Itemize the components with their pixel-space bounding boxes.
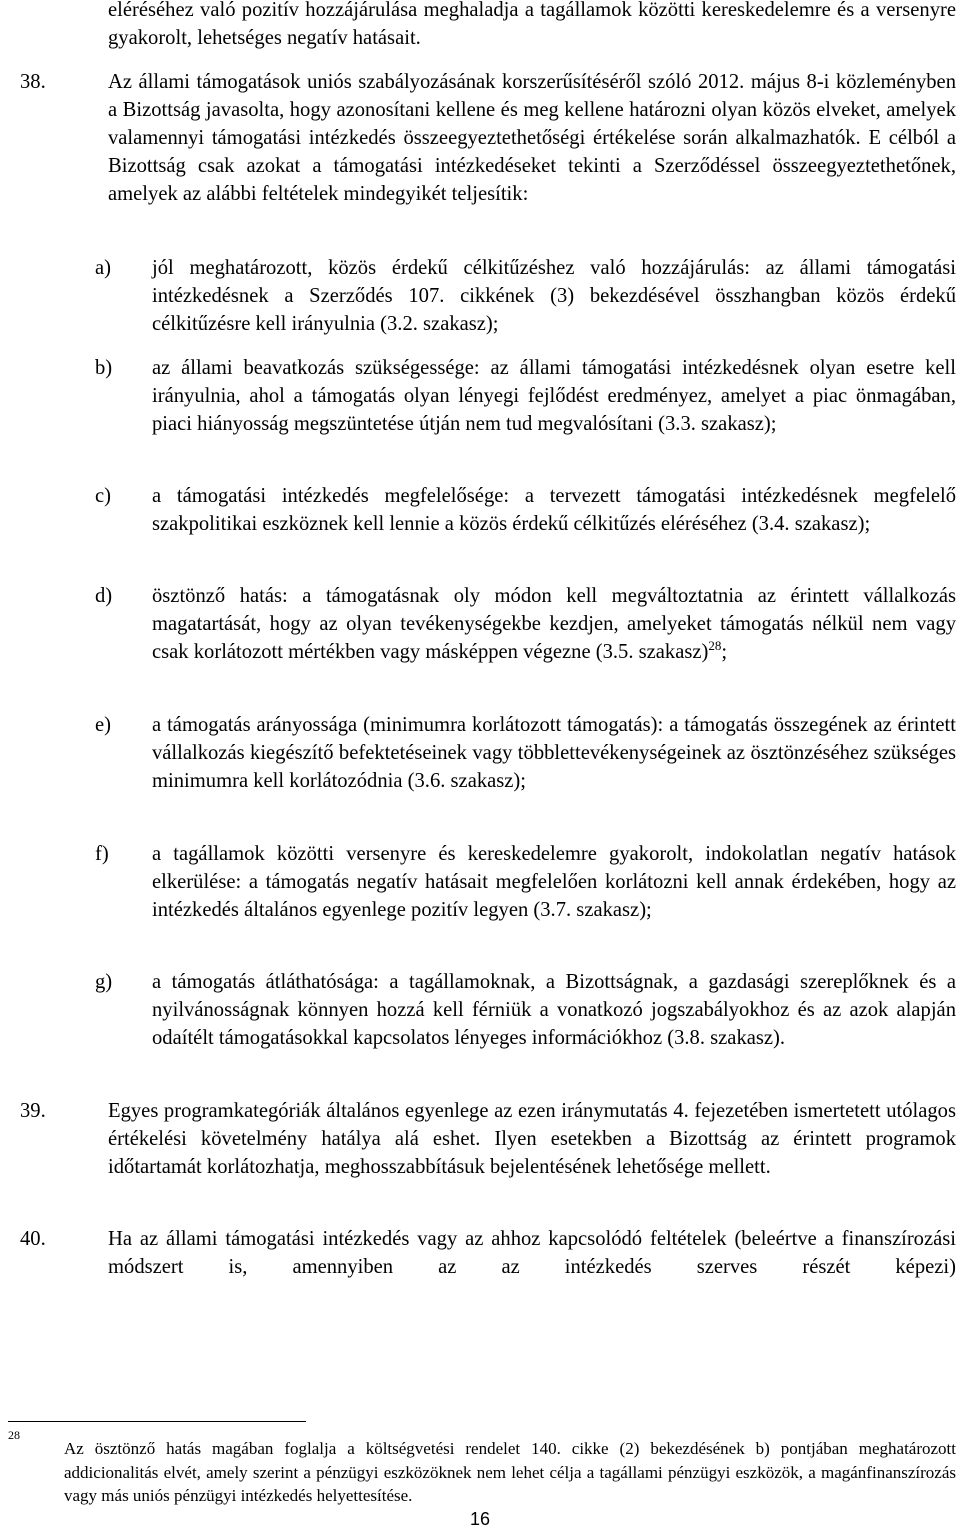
item-g-text: a támogatás átláthatósága: a tagállamoknak, a Bizottságnak, a gazdasági szereplőknek és a nyilvánosságnak könnyen hozzá kell férniük a vonatkozó jogszabályokhoz és az azok alapján odaítélt támogatásokkal kapcsolatos lényeges információkhoz (3.8. szakasz). [152,971,956,1049]
item-d-text [152,582,956,666]
item-d-text-tail: ; [721,641,728,663]
section-number-38: 38. [20,71,46,93]
item-e-text: a támogatás arányossága (minimumra korlátozott támogatás): a támogatás összegének az érintett vállalkozás kiegészítő befektetéseinek vagy többlettevékenységeinek az ösztönzéséhez szükséges minimumra kell korlátozódnia (3.6. szakasz); [152,714,956,792]
item-letter-b: b) [95,357,113,379]
footnote-separator [8,1421,306,1422]
item-a-text: jól meghatározott, közös érdekű célkitűzéshez való hozzájárulás: az állami támogatási intézkedésnek a Szerződés 107. cikkének (3) bekezdésével összhangban közös érdekű célkitűzésre kell irányulnia (3.2. szakasz); [152,257,956,335]
item-letter-f: f) [95,843,109,865]
item-f-text: a tagállamok közötti versenyre és kereskedelemre gyakorolt, indokolatlan negatív hatások elkerülése: a támogatás negatív hatásait megfelelően korlátozni kell annak érdekében, hogy az intézkedés általános egyenlege pozitív legyen (3.7. szakasz); [152,843,956,921]
item-b-text: az állami beavatkozás szükségessége: az állami támogatási intézkedésnek olyan esetre kell irányulnia, ahol a támogatás olyan lényegi fejlődést eredményez, amelyet a piac önmagában, piaci hiányosság megszüntetése útján nem tud megvalósítani (3.3. szakasz); [152,357,956,435]
section-number-40: 40. [20,1228,46,1250]
section-40-text: Ha az állami támogatási intézkedés vagy az ahhoz kapcsolódó feltételek (beleértve a finanszírozási módszert is, amennyiben az az intézkedés szerves részét képezi) [108,1228,956,1278]
section-39-text: Egyes programkategóriák általános egyenlege az ezen iránymutatás 4. fejezetében ismertetett utólagos értékelési követelmény hatálya alá eshet. Ilyen esetekben a Bizottság az érintett programok időtartamát korlátozhatja, meghosszabbításuk bejelentésének lehetősége mellett. [108,1100,956,1178]
item-letter-a: a) [95,257,111,279]
footnote-ref-28[interactable]: 28 [708,638,722,654]
footnote-text: Az ösztönző hatás magában foglalja a költségvetési rendelet 140. cikke (2) bekezdésének b) pontjában meghatározott addicionalitás elvét, amely szerint a pénzügyi eszközöknek nem lehet célja a tagállami pénzügyi eszközök, a magánfinanszírozás vagy más uniós pénzügyi intézkedés helyettesítése. [64,1439,956,1505]
item-c-text: a támogatási intézkedés megfelelősége: a tervezett támogatási intézkedésnek megfelelő szakpolitikai eszköznek kell lennie a közös érdekű célkitűzés eléréséhez (3.4. szakasz); [152,485,956,535]
item-letter-e: e) [95,714,111,736]
page-number: 16 [469,1509,491,1529]
item-letter-d: d) [95,585,113,607]
section-number-39: 39. [20,1100,46,1122]
section-38-intro: Az állami támogatások uniós szabályozásának korszerűsítéséről szóló 2012. május 8-i közleményben a Bizottság javasolta, hogy azonosítani kellene és meg kellene határozni olyan közös elveket, amelyek valamennyi támogatási intézkedés összeegyeztethetőségi értékelése során alkalmazhatók. E célból a Bizottság csak azokat a támogatási intézkedéseket tekinti a Szerződéssel összeegyeztethetőnek, amelyek az alábbi feltételek mindegyikét teljesítik: [108,71,956,205]
continuation-paragraph: eléréséhez való pozitív hozzájárulása meghaladja a tagállamok közötti kereskedelemre és a versenyre gyakorolt, lehetséges negatív hatásait. [108,0,956,49]
item-letter-g: g) [95,971,113,993]
footnote-mark-28: 28 [8,1428,20,1442]
item-d-text-body: ösztönző hatás: a támogatásnak oly módon kell megváltoztatnia az érintett vállalkozás magatartását, hogy az olyan tevékenységekbe kezdjen, amelyeket támogatás nélkül nem vagy csak korlátozott mértékben vagy másképpen végezne (3.5. szakasz) [152,585,956,663]
item-letter-c: c) [95,485,111,507]
